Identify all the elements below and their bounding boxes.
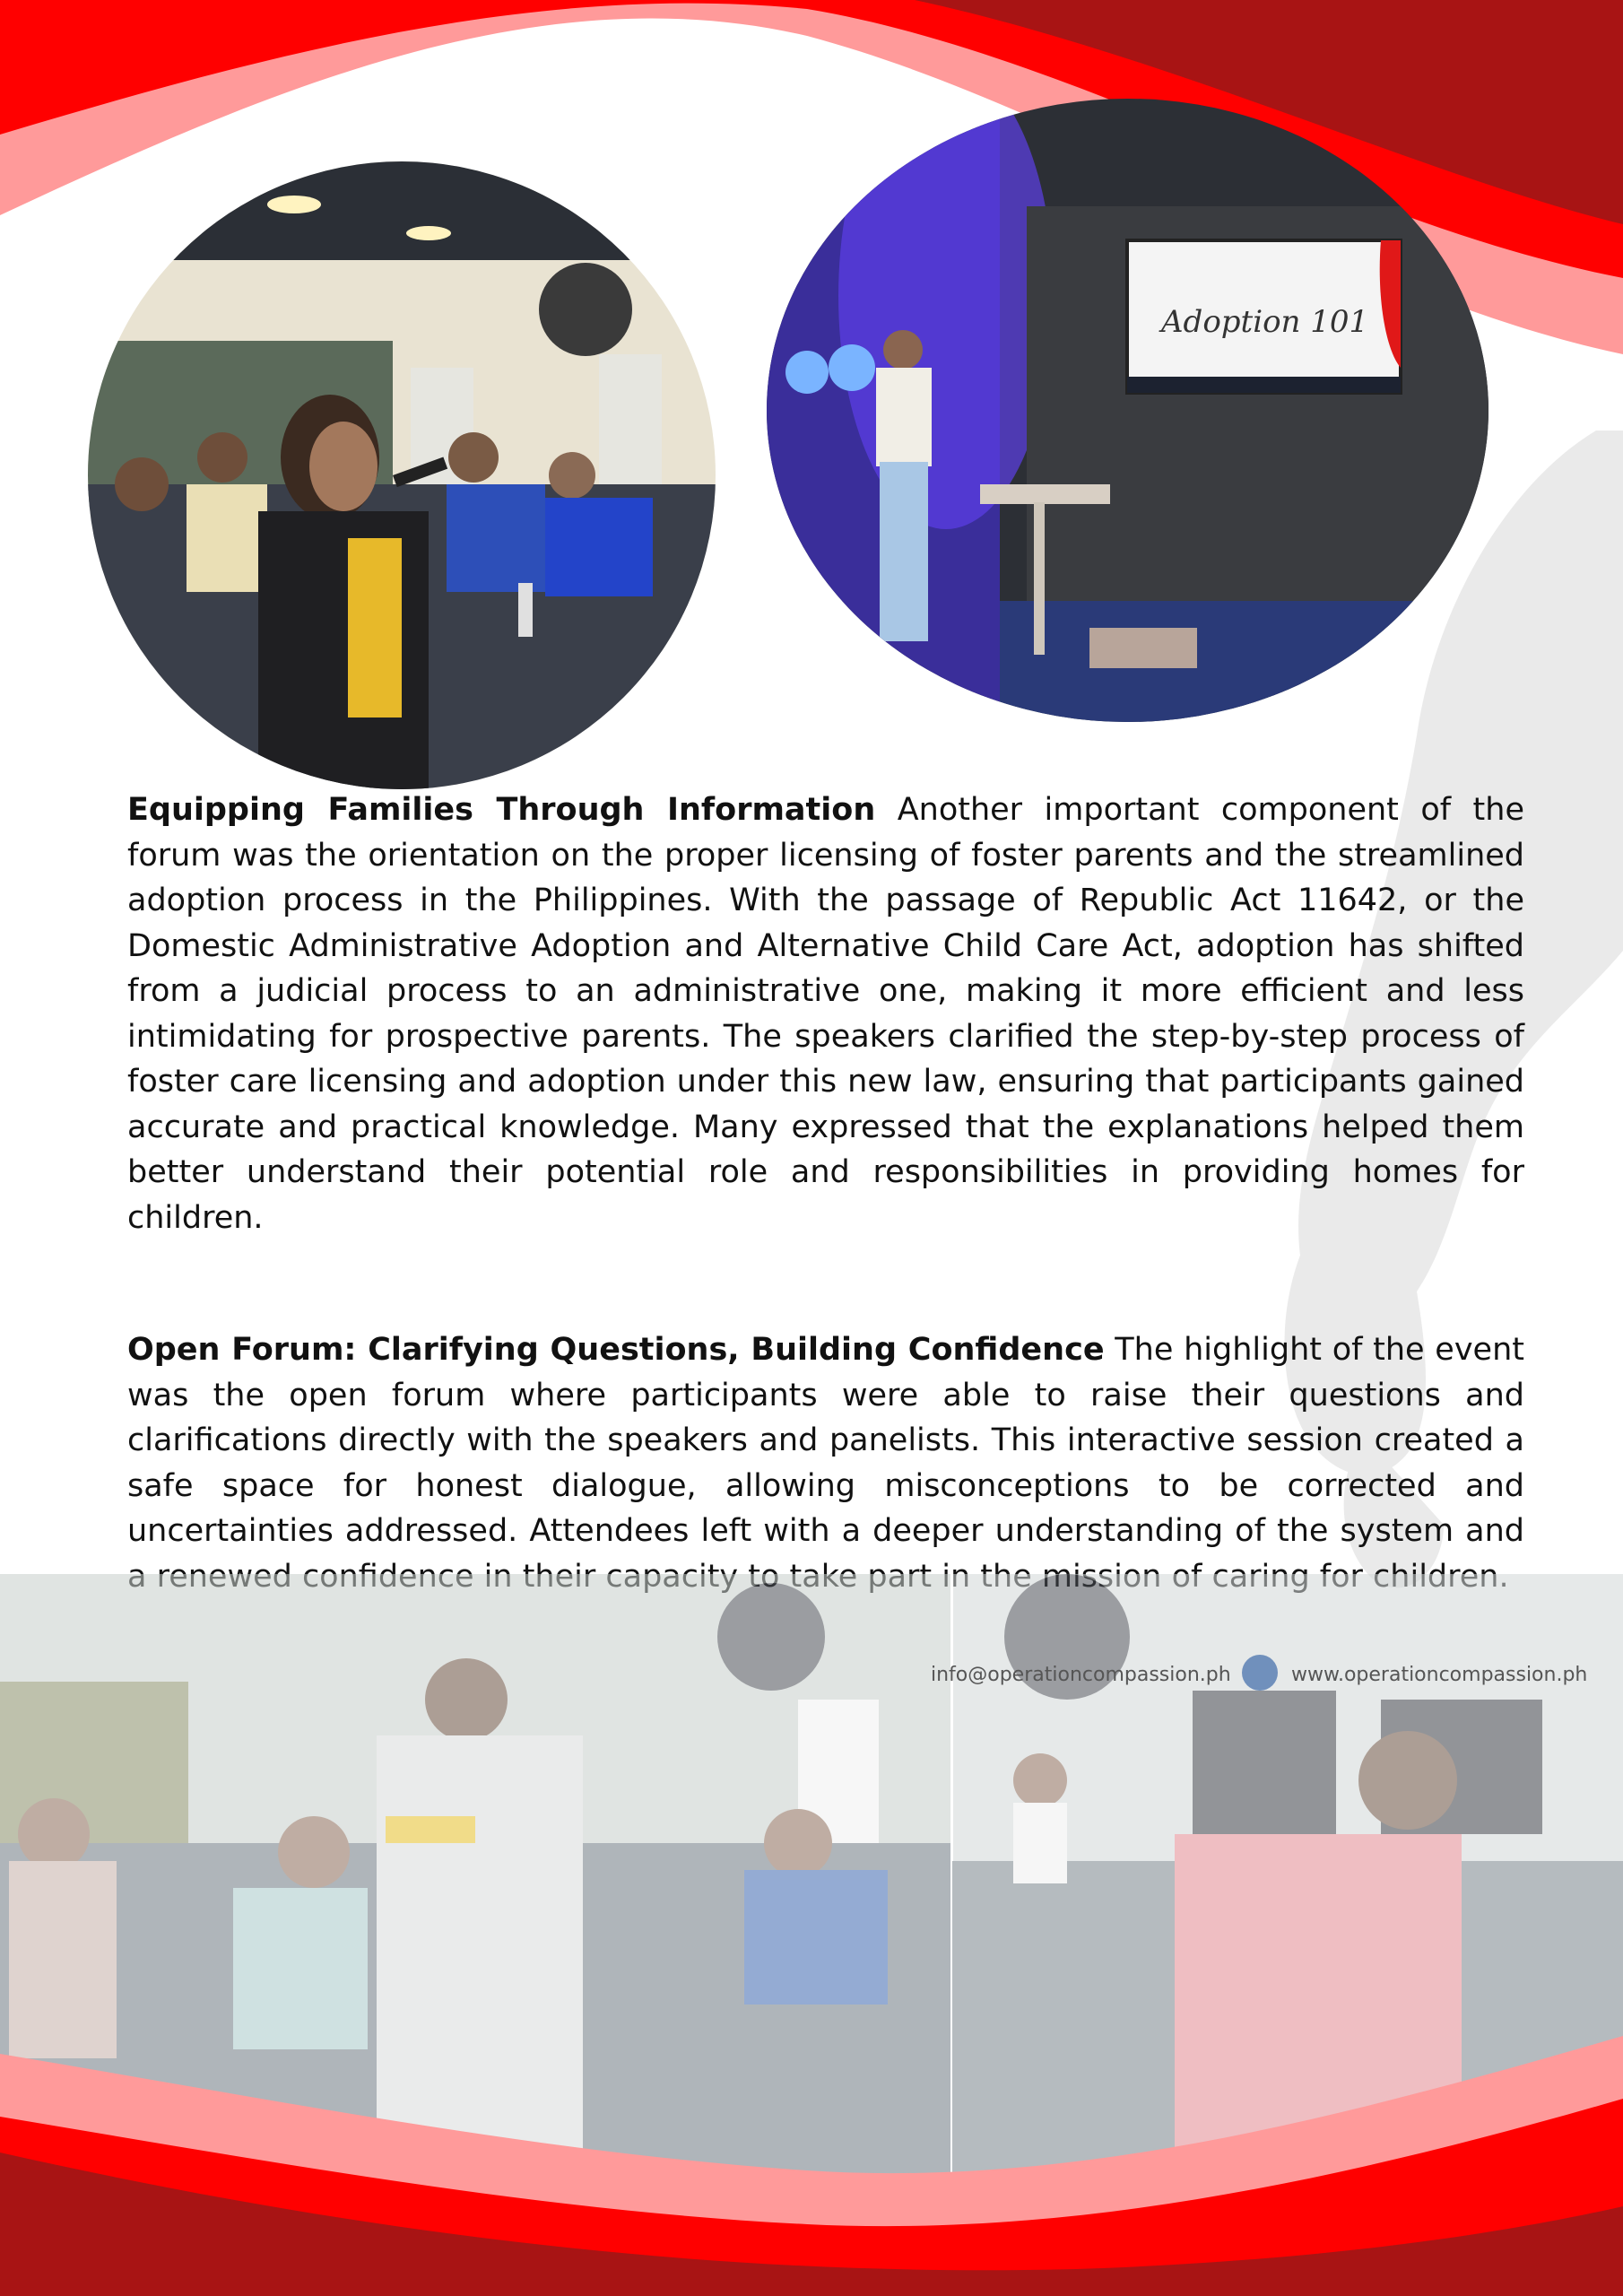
- globe-icon: [1242, 1655, 1278, 1691]
- contact-email[interactable]: info@operationcompassion.ph: [931, 1664, 1231, 1686]
- audience-woman-speaking-photo: [88, 161, 716, 789]
- contact-website[interactable]: www.operationcompassion.ph: [1291, 1664, 1588, 1686]
- section-body: The highlight of the event was the open forum where participants were able to raise their questions and clarifications directly with the speakers and panelists. This interactive session created a safe space for honest dialogue, allowing misconceptions to be corrected and uncertainties addressed. Attendees left with a deeper understanding of the system and: [127, 1332, 1524, 1549]
- section-body: Another important component of the forum was the orientation on the proper licensing of foster parents and the streamlined adoption process in the Philippines. With the passage of Republic Act 11642, or the Domestic Administrative Adoption and Alternative Child Care Act, adoption has shifted from a judicial process to an administrative one, making it more efficient and less intimidating for prospective parents. The speakers clarified the step-by-step process of foster care licensing and adoption under this new law, ensuring that participants gained accurate and practical knowledge. Many expressed that the explanations helped them better understand their potential role and responsibilities in providing homes for children.: [127, 792, 1524, 1236]
- section-heading: Equipping Families Through Information: [127, 792, 876, 828]
- section-equipping-families: [127, 787, 1524, 1240]
- bottom-wave-banner: [0, 2018, 1623, 2296]
- section-heading: Open Forum: Clarifying Questions, Building Confidence: [127, 1332, 1105, 1368]
- slide-title-text: Adoption 101: [1161, 304, 1369, 340]
- section-open-forum: [127, 1327, 1524, 1599]
- stage-speaker-adoption-photo: [767, 99, 1488, 722]
